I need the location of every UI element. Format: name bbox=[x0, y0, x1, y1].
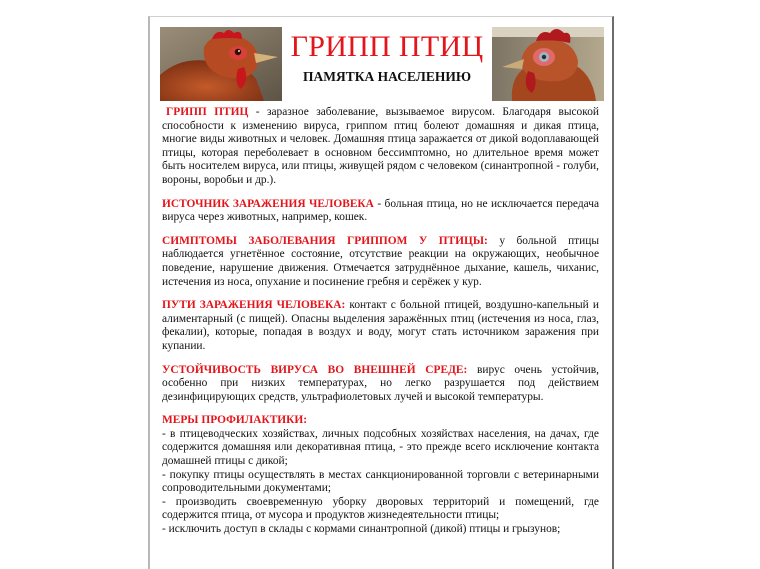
page-title: ГРИПП ПТИЦ bbox=[290, 30, 484, 63]
leaflet-content bbox=[162, 106, 599, 537]
section-virus-resistance bbox=[162, 364, 599, 405]
section-heading: УСТОЙЧИВОСТЬ ВИРУСА ВО ВНЕШНЕЙ СРЕДЕ: bbox=[162, 363, 468, 376]
section-text: контакт с больной птицей, воздушно-капельный и алиментарный (с пищей). Опасны выделения заражённых птиц (истечения из носа, глаз, фекалии), которые, попадая в воздух и воду, могут стать источником заражения при купании. bbox=[162, 299, 599, 352]
hen-photo-left bbox=[160, 27, 282, 101]
leaflet-page bbox=[148, 16, 614, 569]
section-bird-flu bbox=[162, 106, 599, 188]
section-symptoms bbox=[162, 235, 599, 289]
section-text: у больной птицы наблюдается угнетённое состояние, отсутствие реакции на окружающих, необычное поведение, нарушение движения. Отмечается затруднённое дыхание, кашель, чиханис, истечения из носа, опухание и посинение гребня и серёжек у кур. bbox=[162, 234, 599, 288]
section-heading: ПУТИ ЗАРАЖЕНИЯ ЧЕЛОВЕКА: bbox=[162, 299, 346, 312]
section-text: вирус очень устойчив, особенно при низких температурах, но легко разрушается под действием дезинфицирующих средств, ультрафиолетовых лучей и высокой температуры. bbox=[162, 363, 599, 403]
section-prevention bbox=[162, 414, 599, 536]
section-heading: ГРИПП ПТИЦ bbox=[166, 106, 249, 118]
list-item: - исключить доступ в склады с кормами синантропной (дикой) птицы и грызунов; bbox=[162, 523, 561, 536]
list-item: - в птицеводческих хозяйствах, личных подсобных хозяйствах населения, на дачах, где содержится домашняя или декоративная птица, - это прежде всего исключение контакта домашней птицы с дикой; bbox=[162, 427, 599, 468]
list-item: - производить своевременную уборку дворовых территорий и помещений, где содержится птица, от мусора и продуктов жизнедеятельности птицы; bbox=[162, 495, 599, 522]
section-transmission bbox=[162, 299, 599, 353]
section-infection-source bbox=[162, 198, 599, 225]
section-text: - больная птица, но не исключается передача вируса через животных, например, кошек. bbox=[162, 197, 600, 224]
section-text: - заразное заболевание, вызываемое вирусом. Благодаря высокой способности к изменению вируса, гриппом птиц болеют домашняя и дикая птица, многие виды животных и человек. Домашняя птица заражается от дикой водоплавающей птицы, которая переболевает в основном бессимптомно, но длительное время может быть носителем вируса, или птицы, живущей рядом с человеком (синантропной - голуби, вороны, воробьи и др.). bbox=[162, 106, 599, 186]
section-heading: ИСТОЧНИК ЗАРАЖЕНИЯ ЧЕЛОВЕКА bbox=[162, 197, 374, 210]
section-heading: СИМПТОМЫ ЗАБОЛЕВАНИЯ ГРИППОМ У ПТИЦЫ: bbox=[162, 234, 488, 247]
page-subtitle: ПАМЯТКА НАСЕЛЕНИЮ bbox=[302, 69, 472, 84]
hen-photo-right bbox=[492, 27, 604, 101]
list-item: - покупку птицы осуществлять в местах санкционированной торговли с ветеринарными сопроводительными документами; bbox=[162, 468, 599, 495]
prevention-heading: МЕРЫ ПРОФИЛАКТИКИ: bbox=[162, 414, 308, 427]
